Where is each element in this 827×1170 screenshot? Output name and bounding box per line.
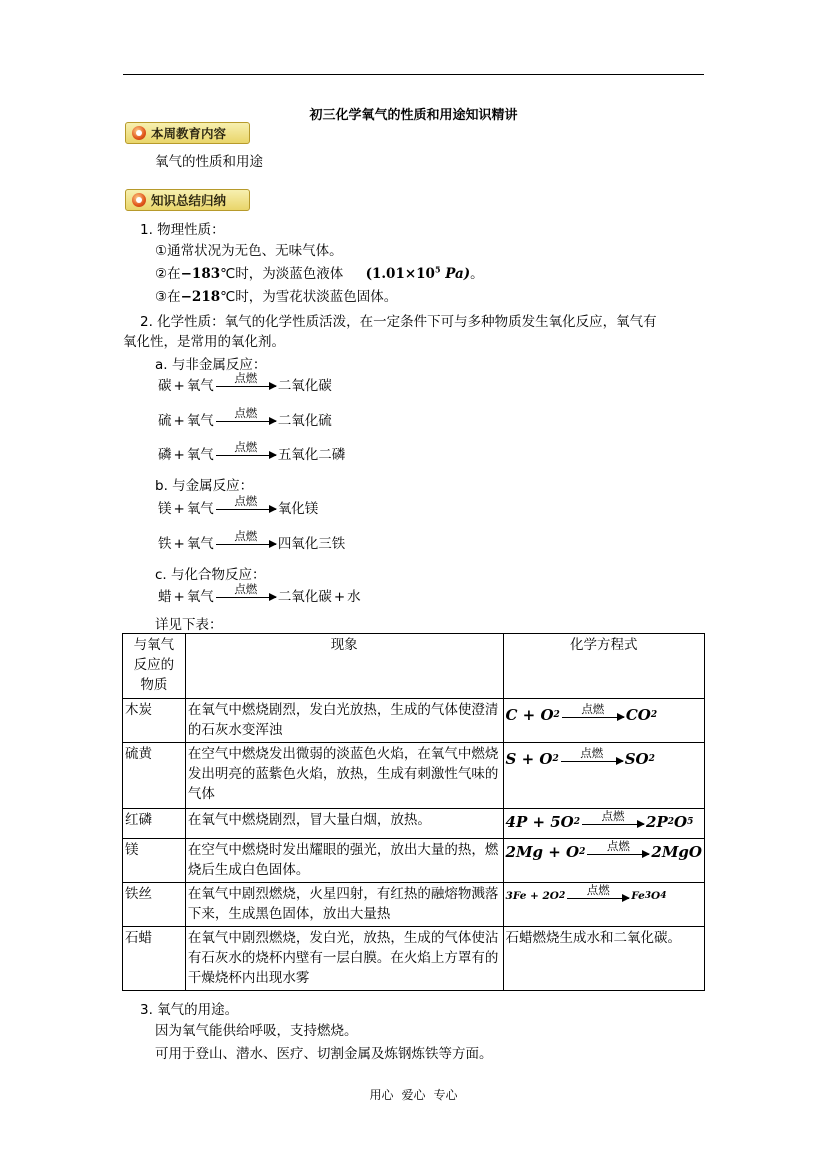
- section-banner-content: [125, 122, 250, 144]
- substance-cell: 镁: [123, 839, 186, 883]
- table-header-row: [123, 634, 705, 699]
- nonmetal-heading: a. 与非金属反应：: [155, 357, 267, 373]
- uses-line-1: 因为氧气能供给呼吸，支持燃烧。: [155, 1023, 358, 1039]
- banner-label: 本周教育内容: [151, 126, 227, 141]
- equation-cell: 3Fe + 2O 2 点燃 Fe 3 O 4: [503, 883, 704, 927]
- arrow-icon: 点燃: [587, 840, 649, 862]
- header-rule: [123, 74, 704, 75]
- equation-cell: 4P + 5O 2 点燃 2P 2 O 5: [503, 809, 704, 839]
- physical-line-1: ①通常状况为无色、无味气体。: [155, 243, 343, 259]
- table-row: [123, 883, 705, 927]
- bullet-icon: [132, 193, 146, 207]
- arrow-icon: 点燃: [216, 441, 276, 463]
- reaction-sulfur: 硫 + 氧气 点燃 二氧化硫: [158, 406, 332, 429]
- physical-line-2: ②在−183℃时，为淡蓝色液体 ($1.01\times 10^5$ Pa)。: [155, 264, 484, 282]
- chemical-heading-cont: 氧化性，是常用的氧化剂。: [123, 334, 285, 350]
- header-equation: 化学方程式: [503, 634, 704, 699]
- equation-cell: 2Mg + O 2 点燃 2MgO: [503, 839, 704, 883]
- uses-heading: 3. 氧气的用途。: [140, 1002, 239, 1018]
- arrow-icon: 点燃: [562, 703, 624, 725]
- section-banner-summary: [125, 189, 250, 211]
- phenomenon-cell: 在空气中燃烧时发出耀眼的强光，放出大量的热，燃烧后生成白色固体。: [185, 839, 503, 883]
- uses-line-2: 可用于登山、潜水、医疗、切割金属及炼钢炼铁等方面。: [155, 1046, 493, 1062]
- table-row: [123, 927, 705, 991]
- reaction-iron: 铁 + 氧气 点燃 四氧化三铁: [158, 529, 346, 552]
- reaction-carbon: 碳 + 氧气 点燃 二氧化碳: [158, 371, 332, 394]
- physical-heading: 1. 物理性质：: [140, 222, 225, 238]
- see-table-text: 详见下表：: [155, 617, 223, 633]
- chemical-heading: 2. 化学性质：氧气的化学性质活泼，在一定条件下可与多种物质发生氧化反应，氧气有: [140, 314, 657, 330]
- equation-cell: C + O 2 点燃 CO 2: [503, 699, 704, 743]
- bullet-icon: [132, 126, 146, 140]
- page-title: 初三化学氧气的性质和用途知识精讲: [309, 108, 518, 123]
- phenomenon-cell: 在氧气中剧烈燃烧，发白光，放热，生成的气体使沾有石灰水的烧杯内壁有一层白膜。在火焰上方罩有的干燥烧杯内出现水雾: [185, 927, 503, 991]
- page-footer: 用心 爱心 专心: [369, 1088, 458, 1102]
- topic-text: 氧气的性质和用途: [155, 154, 263, 170]
- header-phenomenon: 现象: [185, 634, 503, 699]
- banner-label: 知识总结归纳: [151, 193, 227, 208]
- compound-heading: c. 与化合物反应：: [155, 567, 266, 583]
- arrow-icon: 点燃: [567, 884, 629, 906]
- arrow-icon: 点燃: [216, 583, 276, 605]
- header-substance: 与氧气 反应的 物质: [123, 634, 186, 699]
- metal-heading: b. 与金属反应：: [155, 478, 254, 494]
- equation-cell: S + O 2 点燃 SO 2: [503, 743, 704, 809]
- table-row: [123, 743, 705, 809]
- table-row: [123, 699, 705, 743]
- phenomenon-cell: 在氧气中燃烧剧烈，发白光放热，生成的气体使澄清的石灰水变浑浊: [185, 699, 503, 743]
- arrow-icon: 点燃: [561, 747, 623, 769]
- arrow-icon: 点燃: [582, 810, 644, 832]
- reaction-phosphorus: 磷 + 氧气 点燃 五氧化二磷: [158, 440, 346, 463]
- reaction-table: [122, 633, 705, 991]
- substance-cell: 铁丝: [123, 883, 186, 927]
- table-row: [123, 809, 705, 839]
- reaction-magnesium: 镁 + 氧气 点燃 氧化镁: [158, 494, 319, 517]
- substance-cell: 红磷: [123, 809, 186, 839]
- substance-cell: 木炭: [123, 699, 186, 743]
- arrow-icon: 点燃: [216, 407, 276, 429]
- phenomenon-cell: 在氧气中剧烈燃烧，火星四射，有红热的融熔物溅落下来，生成黑色固体，放出大量热: [185, 883, 503, 927]
- physical-line-3: ③在−218℃时，为雪花状淡蓝色固体。: [155, 289, 398, 305]
- arrow-icon: 点燃: [216, 530, 276, 552]
- table-row: [123, 839, 705, 883]
- arrow-icon: 点燃: [216, 372, 276, 394]
- equation-cell: 石蜡燃烧生成水和二氧化碳。: [503, 927, 704, 991]
- phenomenon-cell: 在空气中燃烧发出微弱的淡蓝色火焰，在氧气中燃烧发出明亮的蓝紫色火焰，放热，生成有刺激性气味的气体: [185, 743, 503, 809]
- reaction-wax: 蜡 + 氧气 点燃 二氧化碳 + 水: [158, 582, 361, 605]
- substance-cell: 石蜡: [123, 927, 186, 991]
- arrow-icon: 点燃: [216, 495, 276, 517]
- substance-cell: 硫黄: [123, 743, 186, 809]
- phenomenon-cell: 在氧气中燃烧剧烈，冒大量白烟，放热。: [185, 809, 503, 839]
